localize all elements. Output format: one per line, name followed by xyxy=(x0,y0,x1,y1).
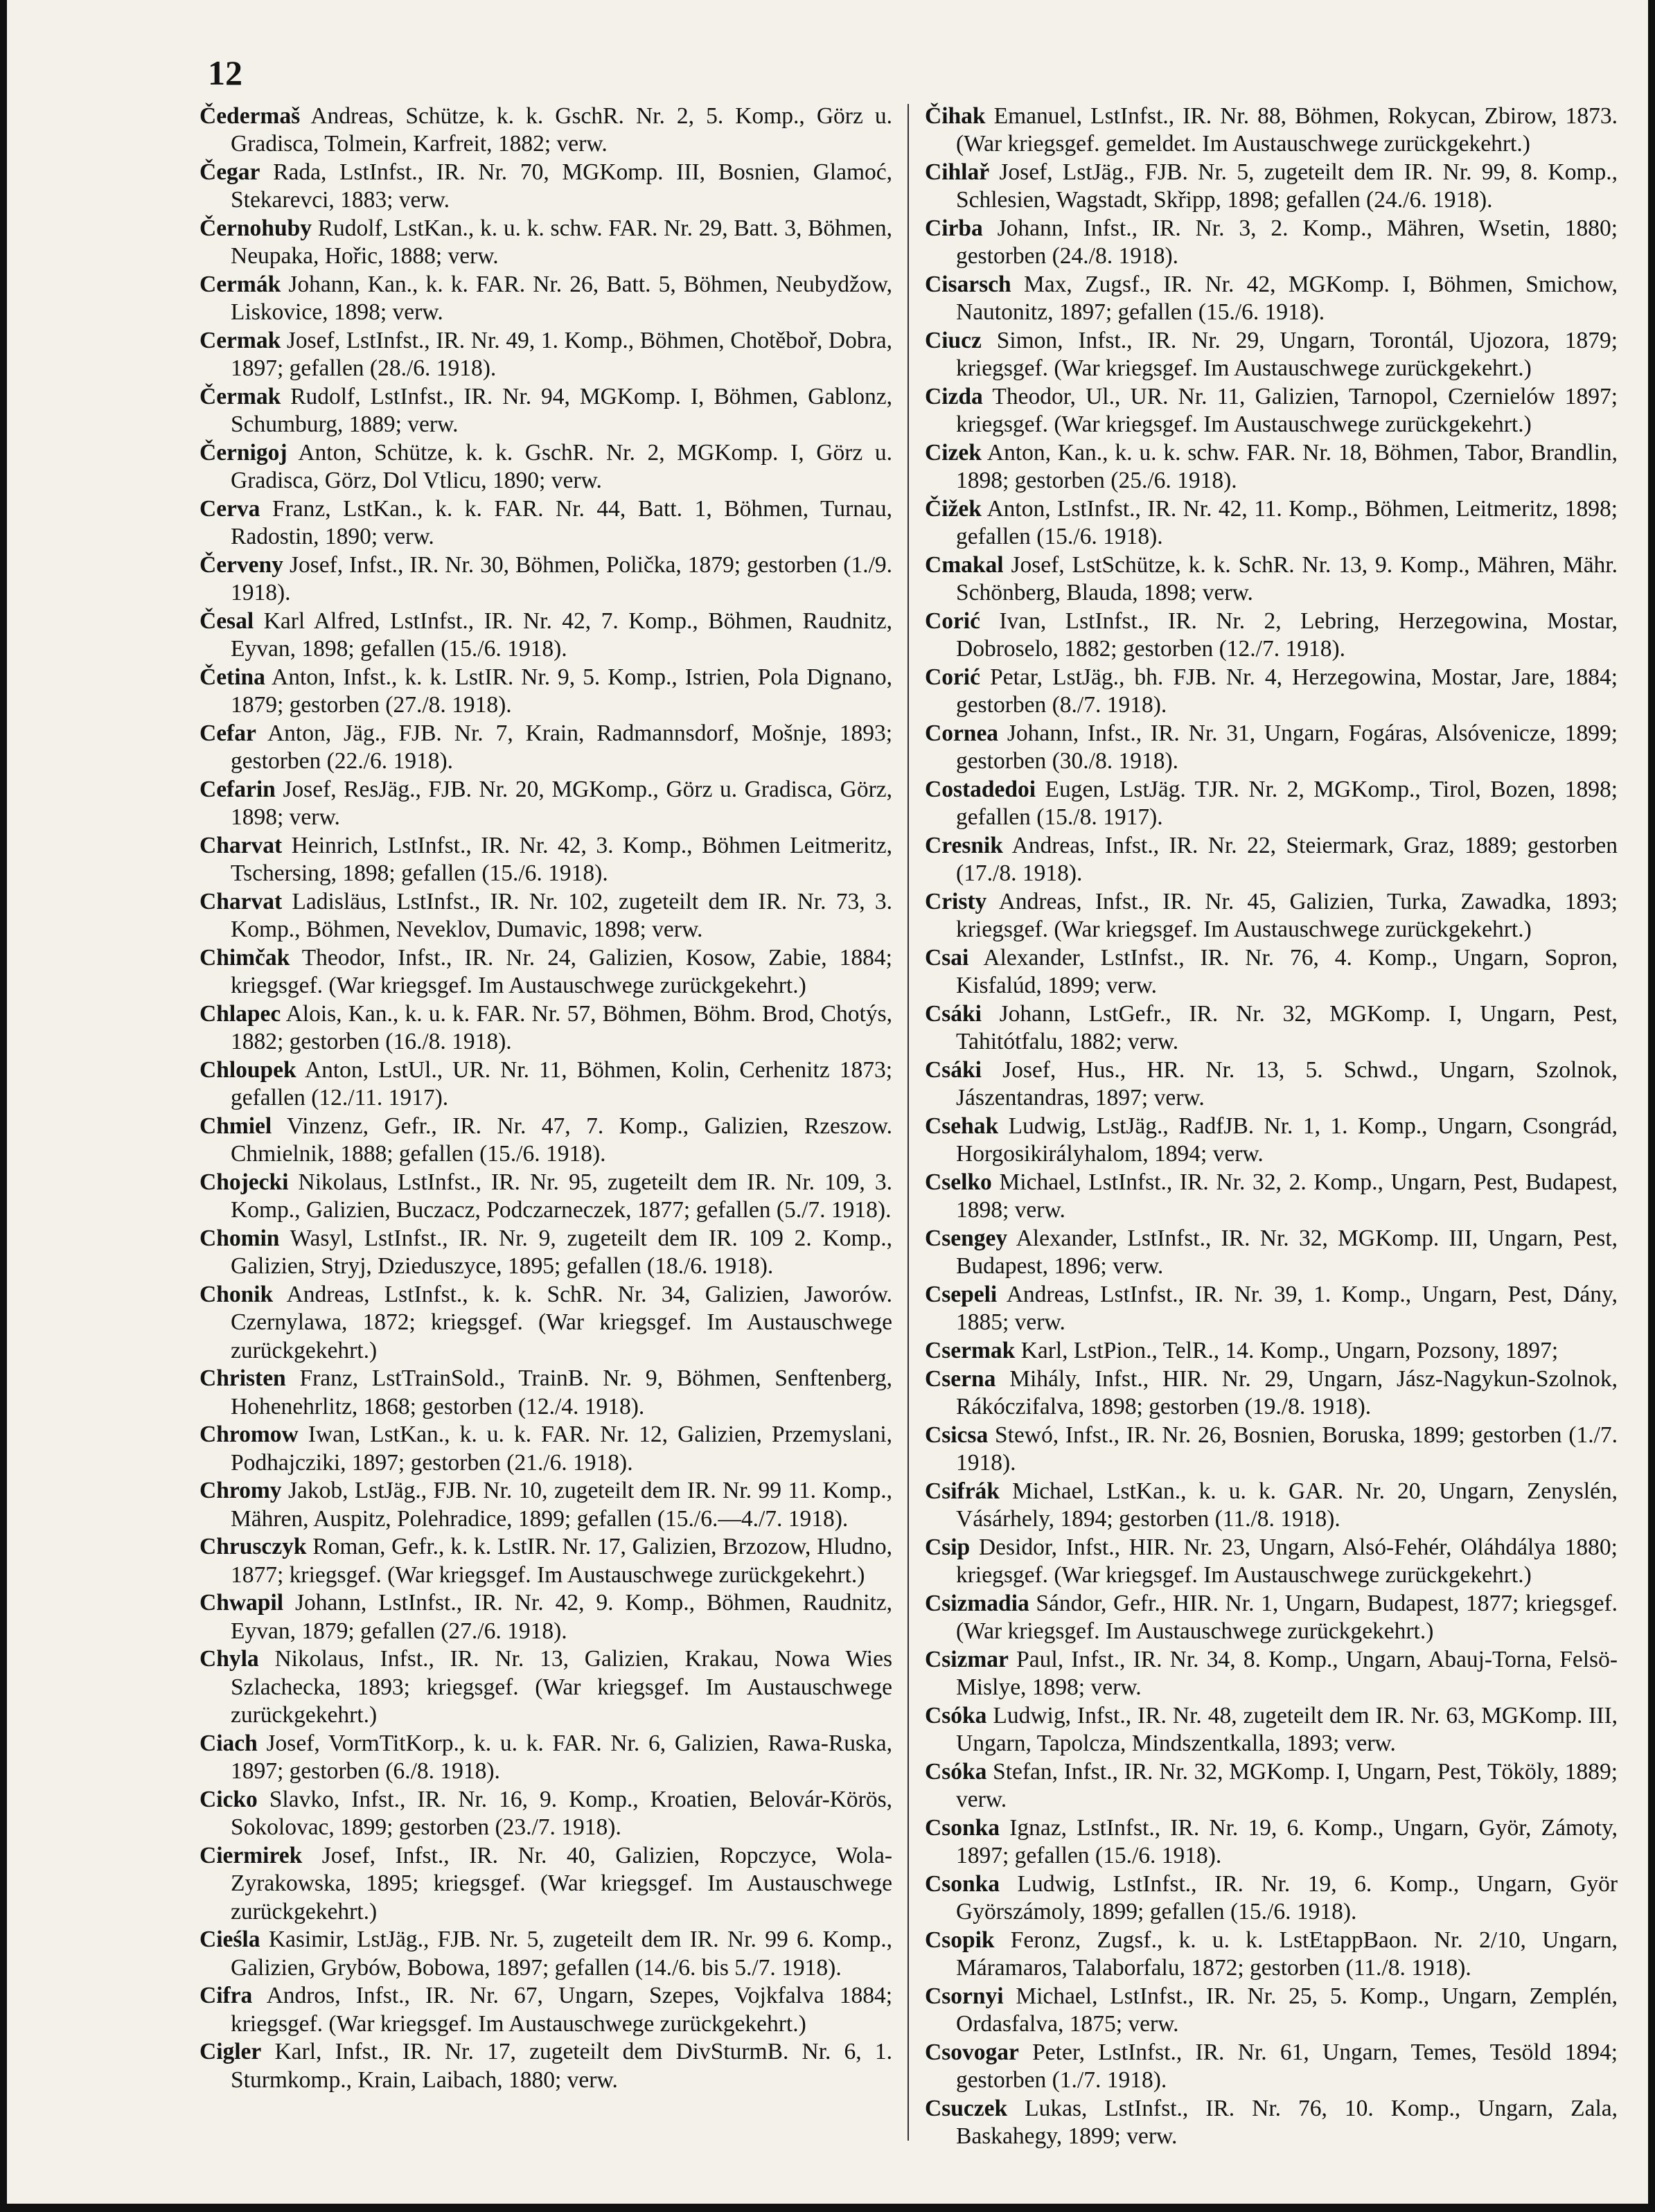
entry-surname: Csengey xyxy=(925,1226,1008,1251)
entry-details: Johann, Infst., IR. Nr. 3, 2. Komp., Mähren, Wsetin, 1880; gestorben (24./8. 1918). xyxy=(956,215,1618,269)
entry-details: Lukas, LstInfst., IR. Nr. 76, 10. Komp., Ungarn, Zala, Baskahegy, 1899; verw. xyxy=(956,2095,1618,2149)
entry-details: Anton, Jäg., FJB. Nr. 7, Krain, Radmannsdorf, Mošnje, 1893; gestorben (22./6. 1918). xyxy=(231,720,892,775)
entry-details: Johann, Infst., IR. Nr. 31, Ungarn, Fogáras, Alsóvenicze, 1899; gestorben (30./8. 1918). xyxy=(956,720,1618,775)
column-divider xyxy=(908,104,909,2141)
entry-surname: Corić xyxy=(925,664,980,690)
entry-surname: Cihlař xyxy=(925,159,990,185)
entry-details: Eugen, LstJäg. TJR. Nr. 2, MGKomp., Tirol, Bozen, 1898; gefallen (15./8. 1917). xyxy=(956,777,1618,831)
page-number: 12 xyxy=(208,53,242,92)
register-entry xyxy=(200,271,892,327)
entry-details: Stewó, Infst., IR. Nr. 26, Bosnien, Boruska, 1899; gestorben (1./7. 1918). xyxy=(956,1422,1618,1476)
entry-surname: Cselko xyxy=(925,1169,992,1195)
entry-details: Michael, LstInfst., IR. Nr. 32, 2. Komp., Ungarn, Pest, Budapest, 1898; verw. xyxy=(956,1169,1618,1223)
entry-details: Andreas, LstInfst., IR. Nr. 39, 1. Komp., Ungarn, Pest, Dány, 1885; verw. xyxy=(956,1282,1618,1336)
entry-details: Karl, Infst., IR. Nr. 17, zugeteilt dem DivSturmB. Nr. 6, 1. Sturmkomp., Krain, Laibach, 1880; verw. xyxy=(231,2039,892,2093)
entry-details: Jakob, LstJäg., FJB. Nr. 10, zugeteilt dem IR. Nr. 99 11. Komp., Mähren, Auspitz, Polehradice, 1899; gefallen (15./6.—4./7. 1918). xyxy=(231,1478,892,1532)
entry-surname: Cisarsch xyxy=(925,272,1011,297)
register-entry xyxy=(200,1589,892,1645)
entry-details: Josef, LstInfst., IR. Nr. 49, 1. Komp., Böhmen, Chotěboř, Dobra, 1897; gefallen (28./6. 1918). xyxy=(231,328,893,382)
entry-details: Alexander, LstInfst., IR. Nr. 76, 4. Komp., Ungarn, Sopron, Kisfalúd, 1899; verw. xyxy=(956,945,1618,999)
entry-surname: Cefar xyxy=(200,720,256,746)
entry-details: Johann, LstGefr., IR. Nr. 32, MGKomp. I, Ungarn, Pest, Tahitótfalu, 1882; verw. xyxy=(956,1001,1618,1055)
entry-surname: Cerva xyxy=(200,496,260,522)
entry-details: Franz, LstTrainSold., TrainB. Nr. 9, Böhmen, Senftenberg, Hohenehrlitz, 1868; gestorben (12./4. 1918). xyxy=(231,1365,892,1419)
entry-surname: Csip xyxy=(925,1534,971,1560)
entry-details: Ludwig, LstInfst., IR. Nr. 19, 6. Komp., Ungarn, Györ Györszámoly, 1899; gefallen (15./6. 1918). xyxy=(956,1870,1618,1925)
entry-surname: Cresnik xyxy=(925,833,1003,858)
right-column xyxy=(925,103,1618,2151)
entry-surname: Cristy xyxy=(925,889,987,914)
entry-surname: Cmakal xyxy=(925,552,1004,578)
entry-surname: Cizda xyxy=(925,384,983,409)
entry-details: Karl, LstPion., TelR., 14. Komp., Ungarn, Pozsony, 1897; xyxy=(1020,1338,1559,1363)
register-entry xyxy=(925,1478,1618,1534)
entry-surname: Četina xyxy=(200,664,265,690)
entry-surname: Cieśla xyxy=(200,1927,260,1953)
entry-surname: Chojecki xyxy=(200,1169,289,1195)
entry-surname: Čedermaš xyxy=(200,103,301,129)
entry-surname: Čermak xyxy=(200,384,281,409)
register-entry xyxy=(200,720,892,776)
entry-surname: Černohuby xyxy=(200,215,312,241)
entry-surname: Csonka xyxy=(925,1870,1000,1897)
register-entry xyxy=(200,1982,892,2038)
entry-surname: Cermak xyxy=(200,328,281,353)
register-entry xyxy=(925,271,1618,327)
entry-details: Rada, LstInfst., IR. Nr. 70, MGKomp. III, Bosnien, Glamoć, Stekarevci, 1883; verw. xyxy=(231,159,892,213)
entry-details: Anton, Kan., k. u. k. schw. FAR. Nr. 18, Böhmen, Tabor, Brandlin, 1898; gestorben (25./6. 1918). xyxy=(956,440,1618,494)
register-entry xyxy=(200,664,892,720)
entry-details: Theodor, Ul., UR. Nr. 11, Galizien, Tarnopol, Czernielów 1897; kriegsgef. (War kriegsgef. Im Austauschwege zurückgekehrt.) xyxy=(956,384,1618,438)
register-entry xyxy=(200,215,892,271)
entry-surname: Csopik xyxy=(925,1927,995,1953)
entry-surname: Cermák xyxy=(200,272,281,297)
register-entry xyxy=(925,1702,1618,1758)
entry-surname: Čihak xyxy=(925,103,986,129)
register-entry xyxy=(200,327,892,383)
entry-surname: Chlapec xyxy=(200,1001,281,1027)
entry-details: Mihály, Infst., HIR. Nr. 29, Ungarn, Jász-Nagykun-Szolnok, Rákóczifalva, 1898; gestorben (19./8. 1918). xyxy=(956,1365,1618,1419)
register-entry xyxy=(200,383,892,439)
entry-details: Josef, LstJäg., FJB. Nr. 5, zugeteilt dem IR. Nr. 99, 8. Komp., Schlesien, Wagstadt, Skřipp, 1898; gefallen (24./6. 1918). xyxy=(956,159,1618,213)
register-entry xyxy=(200,439,892,495)
entry-surname: Cornea xyxy=(925,720,999,746)
entry-details: Sándor, Gefr., HIR. Nr. 1, Ungarn, Budapest, 1877; kriegsgef. (War kriegsgef. Im Austauschwege zurückgekehrt.) xyxy=(956,1590,1618,1644)
entry-surname: Corić xyxy=(925,608,980,634)
register-entry xyxy=(925,439,1618,495)
register-entry xyxy=(925,551,1618,608)
entry-surname: Chromy xyxy=(200,1478,282,1504)
entry-details: Andreas, Schütze, k. k. GschR. Nr. 2, 5. Komp., Görz u. Gradisca, Tolmein, Karfreit, 1882; verw. xyxy=(231,103,893,157)
entry-details: Ladisläus, LstInfst., IR. Nr. 102, zugeteilt dem IR. Nr. 73, 3. Komp., Böhmen, Neveklov, Dumavic, 1898; verw. xyxy=(231,889,892,943)
register-entry xyxy=(200,1533,892,1589)
entry-surname: Ciach xyxy=(200,1730,258,1756)
entry-surname: Christen xyxy=(200,1365,286,1392)
entry-surname: Cigler xyxy=(200,2039,262,2065)
entry-details: Andreas, Infst., IR. Nr. 45, Galizien, Turka, Zawadka, 1893; kriegsgef. (War kriegsgef. Im Austauschwege zurückgekehrt.) xyxy=(956,889,1618,943)
entry-surname: Cifra xyxy=(200,1983,253,2009)
entry-details: Andreas, LstInfst., k. k. SchR. Nr. 34, Galizien, Jaworów. Czernylawa, 1872; kriegsgef. (War kriegsgef. Im Austauschwege zurückgekehrt.) xyxy=(231,1282,892,1363)
register-entry xyxy=(200,1421,892,1477)
entry-details: Slavko, Infst., IR. Nr. 16, 9. Komp., Kroatien, Belovár-Körös, Sokolovac, 1899; gestorben (23./7. 1918). xyxy=(231,1786,892,1841)
register-entry xyxy=(200,1281,892,1365)
entry-details: Andros, Infst., IR. Nr. 67, Ungarn, Szepes, Vojkfalva 1884; kriegsgef. (War kriegsgef. Im Austauschwege zurückgekehrt.) xyxy=(231,1983,893,2037)
register-entry xyxy=(925,888,1618,944)
entry-surname: Csonka xyxy=(925,1814,1000,1841)
entry-surname: Costadedoi xyxy=(925,777,1036,802)
register-entry xyxy=(925,215,1618,271)
entry-surname: Csáki xyxy=(925,1057,982,1083)
entry-details: Max, Zugsf., IR. Nr. 42, MGKomp. I, Böhmen, Smichow, Nautonitz, 1897; gefallen (15./6. 1918). xyxy=(956,272,1618,326)
entry-surname: Csóka xyxy=(925,1702,987,1728)
entry-details: Stefan, Infst., IR. Nr. 32, MGKomp. I, Ungarn, Pest, Tököly, 1889; verw. xyxy=(956,1758,1618,1812)
register-entry xyxy=(200,1000,892,1056)
entry-details: Rudolf, LstInfst., IR. Nr. 94, MGKomp. I, Böhmen, Gablonz, Schumburg, 1889; verw. xyxy=(231,384,893,438)
entry-details: Michael, LstInfst., IR. Nr. 25, 5. Komp., Ungarn, Zemplén, Ordasfalva, 1875; verw. xyxy=(956,1983,1618,2037)
entry-surname: Černigoj xyxy=(200,440,287,466)
entry-surname: Červeny xyxy=(200,552,283,578)
entry-details: Ludwig, LstJäg., RadfJB. Nr. 1, 1. Komp., Ungarn, Csongrád, Horgosikirályhalom, 1894; verw. xyxy=(956,1113,1618,1167)
register-entry xyxy=(925,1365,1618,1422)
register-entry xyxy=(925,1422,1618,1478)
register-entry xyxy=(200,1225,892,1281)
register-entry xyxy=(200,832,892,888)
register-entry xyxy=(925,832,1618,888)
register-entry xyxy=(200,495,892,551)
entry-details: Ignaz, LstInfst., IR. Nr. 19, 6. Komp., Ungarn, Györ, Zámoty, 1897; gefallen (15./6. 1918). xyxy=(956,1814,1618,1868)
register-entry xyxy=(925,1814,1618,1870)
entry-surname: Csóka xyxy=(925,1758,987,1785)
entry-surname: Charvat xyxy=(200,889,283,914)
register-entry xyxy=(925,720,1618,776)
entry-surname: Chonik xyxy=(200,1282,274,1307)
register-entry xyxy=(200,2038,892,2094)
entry-surname: Csovogar xyxy=(925,2039,1019,2065)
entry-details: Josef, Infst., IR. Nr. 30, Böhmen, Polička, 1879; gestorben (1./9. 1918). xyxy=(231,552,892,606)
entry-details: Heinrich, LstInfst., IR. Nr. 42, 3. Komp., Böhmen Leitmeritz, Tschersing, 1898; gefallen (15./6. 1918). xyxy=(231,833,893,887)
entry-surname: Chrusczyk xyxy=(200,1534,307,1560)
entry-surname: Csuczek xyxy=(925,2095,1008,2121)
register-entry xyxy=(925,944,1618,1000)
register-entry xyxy=(925,1870,1618,1927)
register-entry xyxy=(925,1337,1618,1365)
entry-surname: Csicsa xyxy=(925,1422,989,1448)
entry-details: Roman, Gefr., k. k. LstIR. Nr. 17, Galizien, Brzozow, Hludno, 1877; kriegsgef. (War kriegsgef. Im Austauschwege zurückgekehrt.) xyxy=(231,1534,892,1588)
entry-details: Johann, LstInfst., IR. Nr. 42, 9. Komp., Böhmen, Raudnitz, Eyvan, 1879; gefallen (27./6. 1918). xyxy=(231,1590,892,1644)
entry-surname: Chloupek xyxy=(200,1057,297,1083)
entry-surname: Ciucz xyxy=(925,328,982,353)
register-entry xyxy=(925,664,1618,720)
entry-surname: Cserna xyxy=(925,1365,996,1392)
entry-surname: Csai xyxy=(925,945,969,971)
register-entry xyxy=(200,1365,892,1421)
entry-surname: Csehak xyxy=(925,1113,999,1139)
entry-surname: Česal xyxy=(200,608,254,634)
entry-surname: Chomin xyxy=(200,1226,280,1251)
register-entry xyxy=(200,608,892,664)
register-entry xyxy=(925,608,1618,664)
entry-details: Vinzenz, Gefr., IR. Nr. 47, 7. Komp., Galizien, Rzeszow. Chmielnik, 1888; gefallen (15./6. 1918). xyxy=(231,1113,892,1167)
register-entry xyxy=(925,1646,1618,1702)
register-entry xyxy=(200,1645,892,1729)
entry-details: Alexander, LstInfst., IR. Nr. 32, MGKomp. III, Ungarn, Pest, Budapest, 1896; verw. xyxy=(956,1226,1618,1280)
entry-details: Anton, LstInfst., IR. Nr. 42, 11. Komp., Böhmen, Leitmeritz, 1898; gefallen (15./6. 1918). xyxy=(956,496,1618,550)
entry-surname: Cefarin xyxy=(200,777,276,802)
entry-details: Johann, Kan., k. k. FAR. Nr. 26, Batt. 5, Böhmen, Neubydžow, Liskovice, 1898; verw. xyxy=(231,272,893,326)
entry-details: Desidor, Infst., HIR. Nr. 23, Ungarn, Alsó-Fehér, Oláhdálya 1880; kriegsgef. (War kriegsgef. Im Austauschwege zurückgekehrt.) xyxy=(956,1534,1618,1588)
entry-surname: Csizmadia xyxy=(925,1590,1029,1616)
register-entry xyxy=(200,944,892,1000)
register-entry xyxy=(200,103,892,159)
register-entry xyxy=(925,1056,1618,1113)
register-entry xyxy=(925,159,1618,215)
register-entry xyxy=(200,1786,892,1842)
entry-surname: Cizek xyxy=(925,440,982,466)
register-entry xyxy=(200,1169,892,1225)
entry-surname: Čegar xyxy=(200,159,260,185)
entry-surname: Chyla xyxy=(200,1646,259,1672)
entry-details: Anton, LstUl., UR. Nr. 11, Böhmen, Kolin, Cerhenitz 1873; gefallen (12./11. 1917). xyxy=(231,1057,892,1111)
entry-surname: Csermak xyxy=(925,1338,1016,1363)
register-entry xyxy=(925,1983,1618,2039)
entry-details: Petar, LstJäg., bh. FJB. Nr. 4, Herzegowina, Mostar, Jare, 1884; gestorben (8./7. 1918). xyxy=(956,664,1618,718)
register-entry xyxy=(200,888,892,944)
entry-details: Josef, ResJäg., FJB. Nr. 20, MGKomp., Görz u. Gradisca, Görz, 1898; verw. xyxy=(231,777,893,831)
register-entry xyxy=(200,1842,892,1926)
register-entry xyxy=(200,1477,892,1533)
register-entry xyxy=(925,1927,1618,1983)
register-entry xyxy=(200,1113,892,1169)
entry-details: Nikolaus, LstInfst., IR. Nr. 95, zugeteilt dem IR. Nr. 109, 3. Komp., Galizien, Buczacz, Podczarneczek, 1877; gefallen (5./7. 1918). xyxy=(231,1169,892,1223)
register-entry xyxy=(200,776,892,832)
entry-surname: Csepeli xyxy=(925,1282,998,1307)
register-entry xyxy=(200,1926,892,1982)
entry-details: Ludwig, Infst., IR. Nr. 48, zugeteilt dem IR. Nr. 63, MGKomp. III, Ungarn, Tapolcza, Mindszentkalla, 1893; verw. xyxy=(956,1702,1618,1756)
entry-surname: Cicko xyxy=(200,1786,258,1812)
entry-surname: Chromow xyxy=(200,1422,299,1448)
entry-surname: Charvat xyxy=(200,833,283,858)
entry-details: Peter, LstInfst., IR. Nr. 61, Ungarn, Temes, Tesöld 1894; gestorben (1./7. 1918). xyxy=(956,2039,1618,2093)
entry-details: Iwan, LstKan., k. u. k. FAR. Nr. 12, Galizien, Przemyslani, Podhajcziki, 1897; gestorben (21./6. 1918). xyxy=(231,1422,893,1476)
register-entry xyxy=(925,1225,1618,1281)
left-column xyxy=(200,103,892,2094)
entry-details: Paul, Infst., IR. Nr. 34, 8. Komp., Ungarn, Abauj-Torna, Felsö-Mislye, 1898; verw. xyxy=(956,1646,1618,1700)
register-entry xyxy=(925,1534,1618,1590)
entry-details: Wasyl, LstInfst., IR. Nr. 9, zugeteilt dem IR. 109 2. Komp., Galizien, Stryj, Dzieduszyce, 1895; gefallen (18./6. 1918). xyxy=(231,1226,892,1280)
register-entry xyxy=(200,1056,892,1113)
entry-surname: Chimčak xyxy=(200,945,290,971)
entry-details: Franz, LstKan., k. k. FAR. Nr. 44, Batt. 1, Böhmen, Turnau, Radostin, 1890; verw. xyxy=(231,496,892,550)
register-entry xyxy=(200,1730,892,1786)
entry-details: Feronz, Zugsf., k. u. k. LstEtappBaon. Nr. 2/10, Ungarn, Máramaros, Talaborfalu, 1872; gestorben (11./8. 1918). xyxy=(956,1927,1618,1981)
entry-surname: Čižek xyxy=(925,496,982,522)
register-entry xyxy=(200,551,892,608)
entry-details: Nikolaus, Infst., IR. Nr. 13, Galizien, Krakau, Nowa Wies Szlachecka, 1893; kriegsgef. (War kriegsgef. Im Austauschwege zurückgekehrt.) xyxy=(231,1646,892,1728)
register-entry xyxy=(925,103,1618,159)
entry-details: Simon, Infst., IR. Nr. 29, Ungarn, Torontál, Ujozora, 1879; kriegsgef. (War kriegsgef. Im Austauschwege zurückgekehrt.) xyxy=(956,328,1618,382)
register-entry xyxy=(925,2039,1618,2095)
entry-details: Karl Alfred, LstInfst., IR. Nr. 42, 7. Komp., Böhmen, Raudnitz, Eyvan, 1898; gefallen (15./6. 1918). xyxy=(231,608,892,662)
entry-surname: Ciermirek xyxy=(200,1842,303,1868)
entry-details: Anton, Schütze, k. k. GschR. Nr. 2, MGKomp. I, Görz u. Gradisca, Görz, Dol Vtlicu, 1890; verw. xyxy=(231,440,892,494)
entry-details: Josef, VormTitKorp., k. u. k. FAR. Nr. 6, Galizien, Rawa-Ruska, 1897; gestorben (6./8. 1918). xyxy=(231,1730,892,1785)
register-entry xyxy=(925,495,1618,551)
entry-surname: Csifrák xyxy=(925,1478,1000,1504)
register-entry xyxy=(925,2095,1618,2151)
register-entry xyxy=(925,383,1618,439)
register-entry xyxy=(925,1169,1618,1225)
entry-details: Andreas, Infst., IR. Nr. 22, Steiermark, Graz, 1889; gestorben (17./8. 1918). xyxy=(956,833,1618,887)
entry-surname: Chmiel xyxy=(200,1113,272,1139)
entry-details: Ivan, LstInfst., IR. Nr. 2, Lebring, Herzegowina, Mostar, Dobroselo, 1882; gestorben (12./7. 1918). xyxy=(956,608,1618,662)
register-entry xyxy=(925,327,1618,383)
register-entry xyxy=(925,1758,1618,1814)
entry-details: Anton, Infst., k. k. LstIR. Nr. 9, 5. Komp., Istrien, Pola Dignano, 1879; gestorben (27./8. 1918). xyxy=(231,664,892,718)
entry-details: Josef, LstSchütze, k. k. SchR. Nr. 13, 9. Komp., Mähren, Mähr. Schönberg, Blauda, 1898; verw. xyxy=(956,552,1618,606)
entry-details: Theodor, Infst., IR. Nr. 24, Galizien, Kosow, Zabie, 1884; kriegsgef. (War kriegsgef. Im Austauschwege zurückgekehrt.) xyxy=(231,945,892,999)
register-entry xyxy=(925,776,1618,832)
entry-details: Emanuel, LstInfst., IR. Nr. 88, Böhmen, Rokycan, Zbirow, 1873. (War kriegsgef. gemeldet. Im Austauschwege zurückgekehrt.) xyxy=(956,103,1618,157)
entry-details: Josef, Infst., IR. Nr. 40, Galizien, Ropczyce, Wola-Zyrakowska, 1895; kriegsgef. (War kriegsgef. Im Austauschwege zurückgekehrt.) xyxy=(231,1842,892,1925)
entry-surname: Cirba xyxy=(925,215,983,241)
register-entry xyxy=(925,1281,1618,1337)
entry-details: Rudolf, LstKan., k. u. k. schw. FAR. Nr. 29, Batt. 3, Böhmen, Neupaka, Hořic, 1888; verw. xyxy=(231,215,892,269)
entry-surname: Chwapil xyxy=(200,1590,284,1616)
register-entry xyxy=(925,1113,1618,1169)
entry-surname: Csáki xyxy=(925,1001,982,1027)
entry-details: Kasimir, LstJäg., FJB. Nr. 5, zugeteilt dem IR. Nr. 99 6. Komp., Galizien, Grybów, Bobowa, 1897; gefallen (14./6. bis 5./7. 1918). xyxy=(231,1927,892,1981)
entry-surname: Csizmar xyxy=(925,1646,1009,1672)
entry-surname: Csornyi xyxy=(925,1983,1004,2009)
register-entry xyxy=(925,1590,1618,1646)
entry-details: Josef, Hus., HR. Nr. 13, 5. Schwd., Ungarn, Szolnok, Jászentandras, 1897; verw. xyxy=(956,1057,1618,1111)
register-entry xyxy=(200,159,892,215)
register-entry xyxy=(925,1000,1618,1056)
entry-details: Michael, LstKan., k. u. k. GAR. Nr. 20, Ungarn, Zenyslén, Vásárhely, 1894; gestorben (11./8. 1918). xyxy=(956,1478,1618,1532)
entry-details: Alois, Kan., k. u. k. FAR. Nr. 57, Böhmen, Böhm. Brod, Chotýs, 1882; gestorben (16./8. 1918). xyxy=(231,1001,892,1055)
